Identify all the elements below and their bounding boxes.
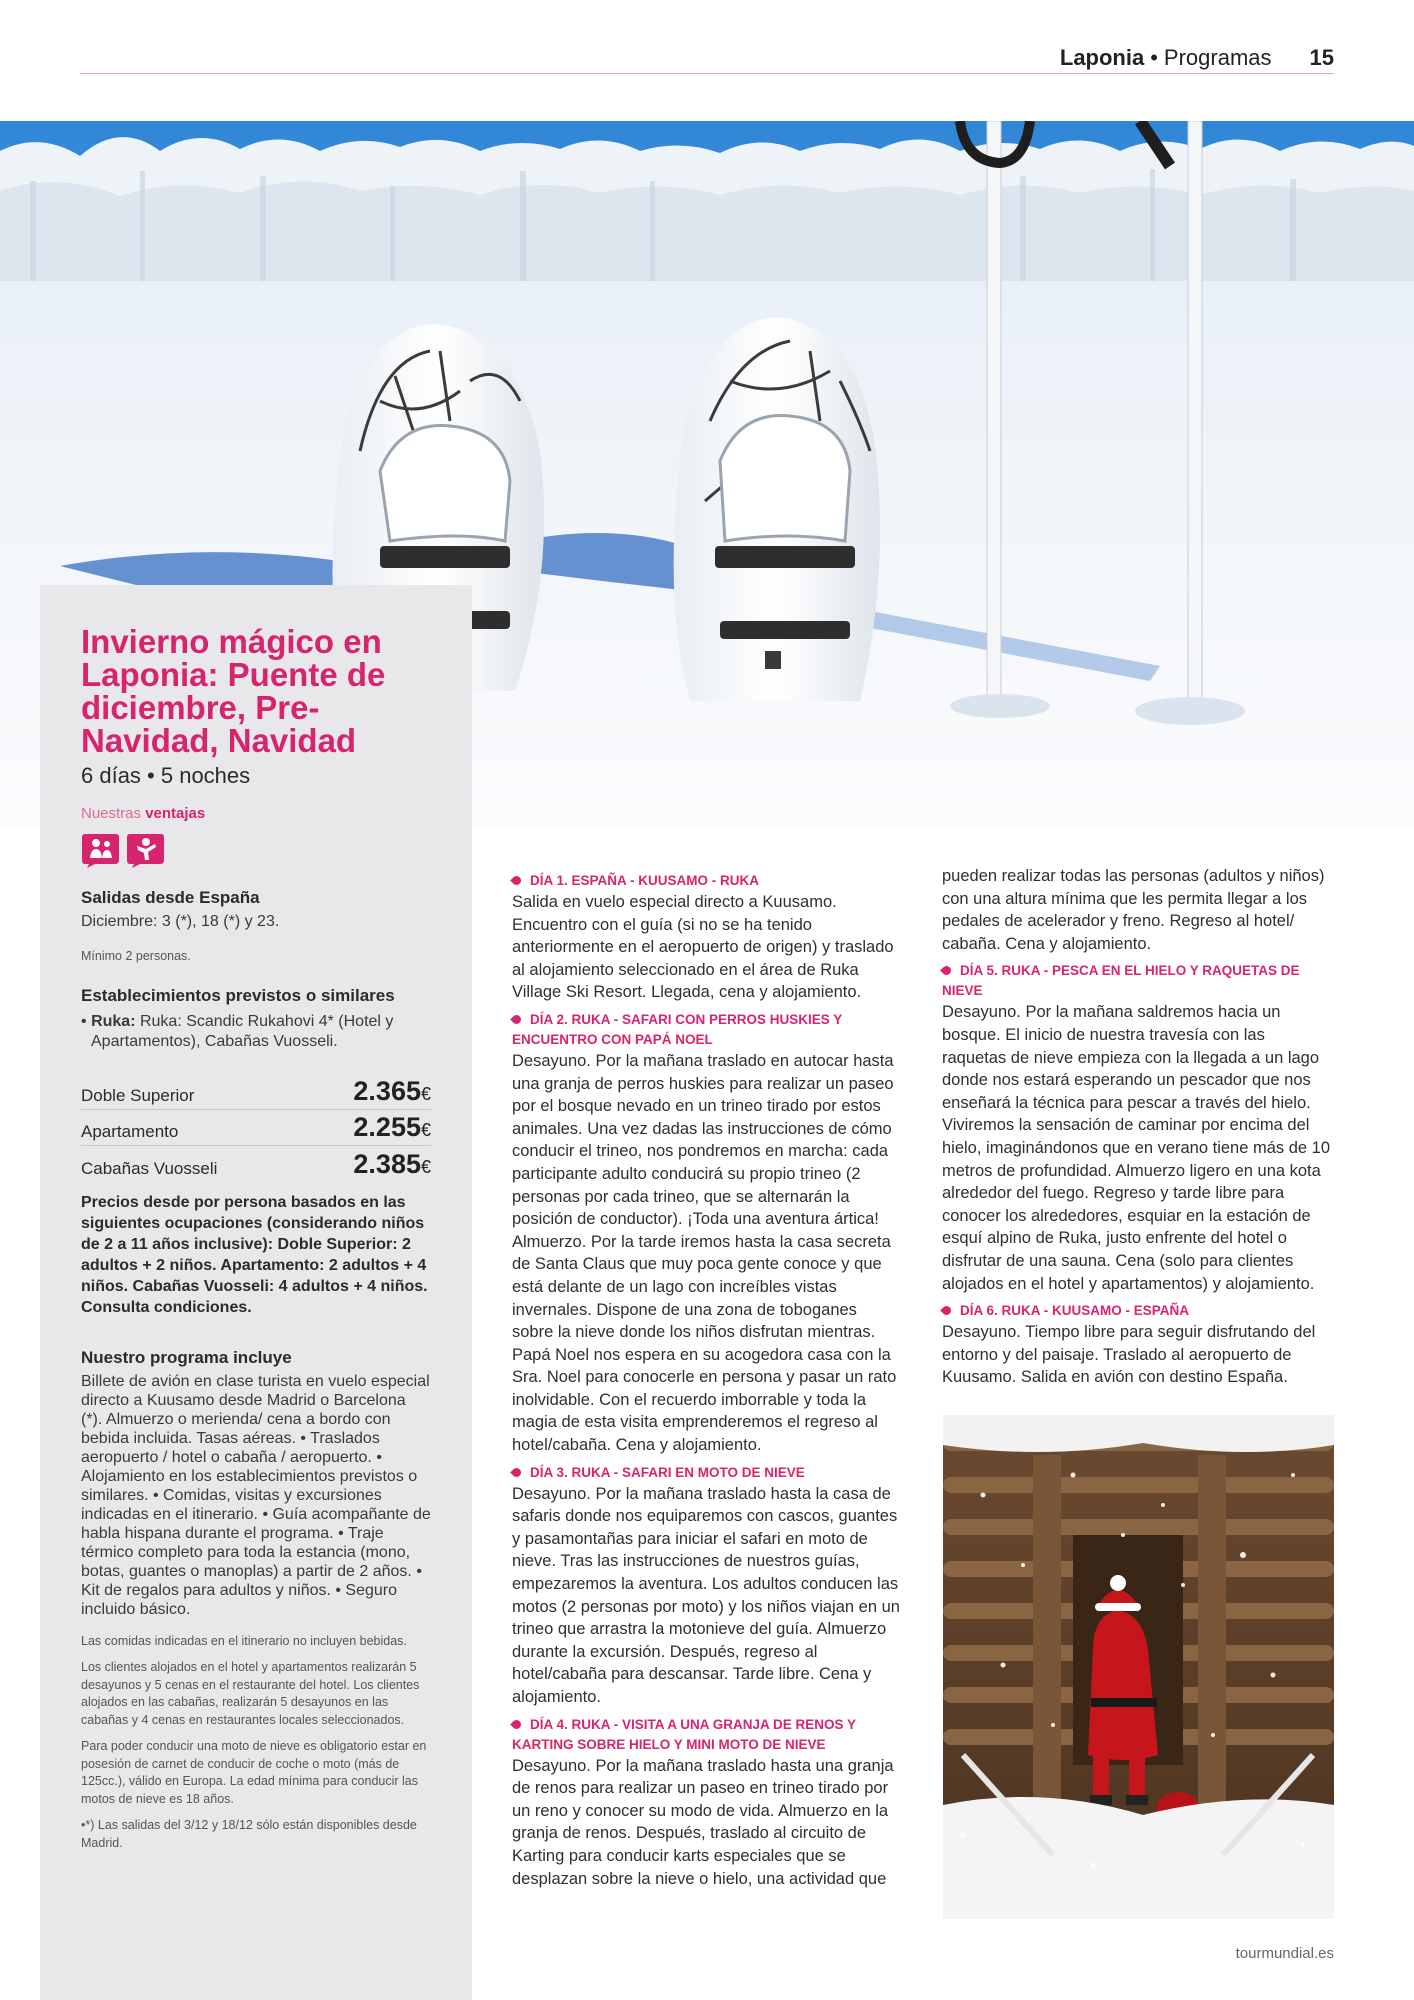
price-value: [353, 1112, 431, 1145]
day-5-heading: DÍA 5. RUKA - PESCA EN EL HIELO Y RAQUETAS DE NIEVE: [942, 961, 1332, 1001]
day-3-heading: DÍA 3. RUKA - SAFARI EN MOTO DE NIEVE: [512, 1463, 902, 1483]
header-subsection: Programas: [1163, 45, 1272, 70]
day-6-heading: DÍA 6. RUKA - KUUSAMO - ESPAÑA: [942, 1301, 1332, 1321]
price-currency: €: [420, 1119, 431, 1140]
price-currency: €: [420, 1156, 431, 1177]
advantages-word: ventajas: [145, 805, 206, 822]
child-icon: [126, 832, 165, 868]
hotels-city: Ruka:: [91, 1012, 136, 1030]
note-item: Las comidas indicadas en el itinerario no incluyen bebidas.: [81, 1633, 407, 1648]
hotels-block: [81, 986, 431, 1052]
header-section: Laponia: [1059, 45, 1145, 70]
day-1-text: Salida en vuelo especial directo a Kuusamo. Encuentro con el guía (si no se ha tenido anteriormente en el aeropuerto de origen) y traslado al alojamiento seleccionado en el área de Ruka Village Ski Resort. Llegada, cena y alojamiento.: [512, 893, 894, 1002]
itinerary-column-right: [942, 865, 1332, 1389]
price-note: Precios desde por persona basados en las siguientes ocupaciones (considerando niños de 2 a 11 años inclusive): Doble Superior: 2 adultos + 2 niños. Apartamento: 2 adultos + 4 niños. Cabañas Vuosseli: 4 adultos + 4 niños. Consulta condiciones.: [81, 1193, 428, 1316]
hotels-title: Establecimientos previstos o similares: [81, 985, 395, 1005]
header-separator: •: [1150, 45, 1158, 70]
price-amount: 2.365: [353, 1075, 421, 1106]
santa-cabin-photo: [943, 1415, 1334, 1919]
day-1-heading: DÍA 1. ESPAÑA - KUUSAMO - RUKA: [512, 871, 902, 891]
departures-block: [81, 888, 431, 932]
price-table: [81, 1074, 431, 1182]
price-label: Doble Superior: [81, 1085, 195, 1105]
notes-block: [81, 1633, 431, 1853]
day-6-text: Desayuno. Tiempo libre para seguir disfrutando del entorno y del paisaje. Traslado al aeropuerto de Kuusamo. Salida en avión con destino España.: [942, 1323, 1316, 1387]
price-row: [81, 1110, 431, 1146]
price-label: Cabañas Vuosseli: [81, 1158, 218, 1178]
header-text: [1060, 44, 1334, 72]
program-info-panel: [40, 585, 472, 2000]
price-currency: €: [420, 1083, 431, 1104]
page-number: 15: [1309, 45, 1334, 70]
hotels-names: Ruka: Scandic Rukahovi 4* (Hotel y Apartamentos), Cabañas Vuosseli.: [91, 1012, 394, 1050]
price-row: [81, 1074, 431, 1110]
itinerary-column-left: [512, 865, 902, 1890]
day-2-heading: DÍA 2. RUKA - SAFARI CON PERROS HUSKIES Y ENCUENTRO CON PAPÁ NOEL: [512, 1010, 902, 1050]
advantages-label: [81, 805, 431, 822]
program-info-content: [81, 625, 431, 1861]
family-icon: [81, 832, 120, 868]
min-people-note: Mínimo 2 personas.: [81, 949, 191, 963]
advantages-icons: [81, 832, 431, 868]
note-item: •*) Las salidas del 3/12 y 18/12 sólo están disponibles desde Madrid.: [81, 1818, 417, 1850]
advantages-prefix: Nuestras: [81, 805, 142, 822]
hotels-bullet: •: [81, 1012, 87, 1030]
day-4-heading: DÍA 4. RUKA - VISITA A UNA GRANJA DE RENOS Y KARTING SOBRE HIELO Y MINI MOTO DE NIEVE: [512, 1715, 902, 1755]
price-value: [353, 1076, 431, 1109]
footer-website: tourmundial.es: [1235, 1945, 1334, 1962]
page-header: [80, 44, 1334, 74]
price-row: [81, 1146, 431, 1182]
santa-illustration: [943, 1415, 1334, 1919]
departures-dates: Diciembre: 3 (*), 18 (*) y 23.: [81, 913, 280, 930]
day-4-text-continued: pueden realizar todas las personas (adultos y niños) con una altura mínima que les permita llegar a los pedales de acelerador y freno. Regreso al hotel/ cabaña. Cena y alojamiento.: [942, 867, 1325, 953]
hotels-list-item: [81, 1012, 431, 1052]
includes-text: Billete de avión en clase turista en vuelo especial directo a Kuusamo desde Madrid o Barcelona (*). Almuerzo o merienda/ cena a bordo con bebida incluida. Tasas aéreas. • Traslados aeropuerto / hotel o cabaña / aeropuerto. • Alojamiento en los establecimientos previstos o similares. • Comidas, visitas y excursiones indicadas en el itinerario. • Guía acompañante de habla hispana durante el programa. • Traje térmico completo para toda la estancia (mono, botas, guantes o manoplas) a partir de 2 años. • Kit de regalos para adultos y niños. • Seguro incluido básico.: [81, 1372, 431, 1618]
day-3-text: Desayuno. Por la mañana traslado hasta la casa de safaris donde nos equiparemos con cascos, guantes y pasamontañas para iniciar el safari en moto de nieve. Tras las instrucciones de nuestros guías, empezaremos la aventura. Los adultos conducen las motos (2 personas por moto) y los niños viajan en un trineo que arrastra la motonieve del guía. Almuerzo durante la excursión. Después, regreso al hotel/cabaña para descansar. Tarde libre. Cena y alojamiento.: [512, 1484, 900, 1706]
program-duration: 6 días • 5 noches: [81, 763, 251, 788]
program-title: Invierno mágico en Laponia: Puente de diciembre, Pre-Navidad, Navidad: [81, 623, 386, 759]
includes-block: [81, 1348, 431, 1619]
price-label: Apartamento: [81, 1121, 179, 1141]
price-amount: 2.385: [353, 1148, 421, 1179]
price-value: [353, 1149, 431, 1182]
note-item: Los clientes alojados en el hotel y apartamentos realizarán 5 desayunos y 5 cenas en el restaurante del hotel. Los clientes alojados en las cabañas, realizarán 5 desayunos en las cabañas y 4 cenas en restaurantes locales seleccionados.: [81, 1660, 420, 1727]
includes-title: Nuestro programa incluye: [81, 1347, 292, 1367]
day-4-text: Desayuno. Por la mañana traslado hasta una granja de renos para realizar un paseo en trineo tirado por un reno y conocer su modo de vida. Almuerzo en la granja de renos. Después, traslado al circuito de Karting para conducir karts especiales que se desplazan sobre la nieve o hielo, una actividad que: [512, 1756, 894, 1888]
note-item: Para poder conducir una moto de nieve es obligatorio estar en posesión de carnet de conducir de coche o moto (más de 125cc.), válido en Europa. La edad mínima para conducir las motos de nieve es 18 años.: [81, 1739, 427, 1806]
departures-title: Salidas desde España: [81, 888, 260, 907]
day-5-text: Desayuno. Por la mañana saldremos hacia un bosque. El inicio de nuestra travesía con las raquetas de nieve empieza con la llegada a un lago donde nos estará esperando un pescador que nos enseñará la técnica para pescar a través del hielo. Viviremos la sensación de caminar por encima del hielo, imaginándonos que en verano tiene más de 10 metros de profundidad. Almuerzo ligero en una kota alrededor del fuego. Regreso y tarde libre para conocer los alrededores, esquiar en la estación de esquí alpino de Ruka, justo enfrente del hotel o disfrutar de una sauna. Cena (solo para clientes alojados en el hotel y apartamentos) y alojamiento.: [942, 1003, 1331, 1293]
price-amount: 2.255: [353, 1111, 421, 1142]
day-2-text: Desayuno. Por la mañana traslado en autocar hasta una granja de perros huskies para realizar un paseo por el bosque nevado en un trineo tirado por estos animales. Una vez dadas las instrucciones de cómo conducir el trineo, nos pondremos en marcha: cada participante adulto conducirá su propio trineo (2 personas por cada trineo, que se alternarán la posición de conductor). ¡Toda una aventura ártica! Almuerzo. Por la tarde iremos hasta la casa secreta de Santa Claus que muy poca gente conoce y que está delante de un lago con increíbles vistas invernales. Dispone de una zona de toboganes sobre la nieve donde los niños disfrutan mientras. Papá Noel nos espera en su acogedora casa con la Sra. Noel para conocerle en persona y pasar un rato inolvidable. Con el recuerdo imborrable y toda la magia de esta visita emprenderemos el regreso al hotel/cabaña. Cena y alojamiento.: [512, 1051, 897, 1455]
